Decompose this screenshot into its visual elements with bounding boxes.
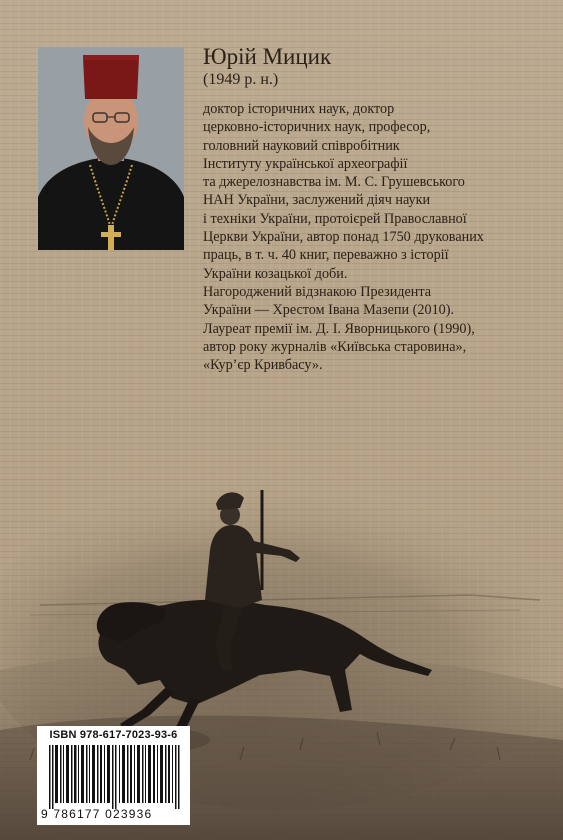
bio-line: України — Хрестом Івана Мазепи (2010). — [203, 302, 455, 319]
author-biography — [203, 100, 533, 374]
bio-line: Інституту української археографії — [203, 155, 408, 172]
bio-line: автор року журналів «Київська старовина», — [203, 338, 467, 355]
isbn-number: ISBN 978-617-7023-93-6 — [49, 729, 178, 741]
bio-line: праць, в т. ч. 40 книг, переважно з історії — [203, 247, 449, 264]
author-birth-year: (1949 р. н.) — [203, 71, 279, 88]
isbn-barcode — [37, 726, 190, 825]
bio-line: церковно-історичних наук, професор, — [203, 119, 431, 136]
bio-line: доктор історичних наук, доктор — [203, 101, 395, 117]
barcode-bars — [49, 745, 183, 809]
bio-line: головний науковий співробітник — [203, 137, 400, 154]
author-portrait — [38, 47, 184, 250]
bio-line: України козацької доби. — [203, 265, 348, 282]
author-name: Юрій Мицик — [203, 44, 332, 69]
barcode-digits: 9 786177 023936 — [41, 807, 153, 821]
bio-line: Церкви України, автор понад 1750 друкованих — [203, 229, 484, 246]
bio-line: НАН України, заслужений діяч науки — [203, 192, 431, 209]
bio-line: та джерелознавства ім. М. С. Грушевського — [203, 174, 465, 191]
bio-line: Лауреат премії ім. Д. І. Яворницького (1990), — [203, 320, 475, 337]
bio-line: Нагороджений відзнакою Президента — [203, 283, 432, 300]
bio-line: і техніки України, протоієрей Православної — [203, 210, 467, 227]
bio-line: «Кур’єр Кривбасу». — [203, 357, 323, 374]
